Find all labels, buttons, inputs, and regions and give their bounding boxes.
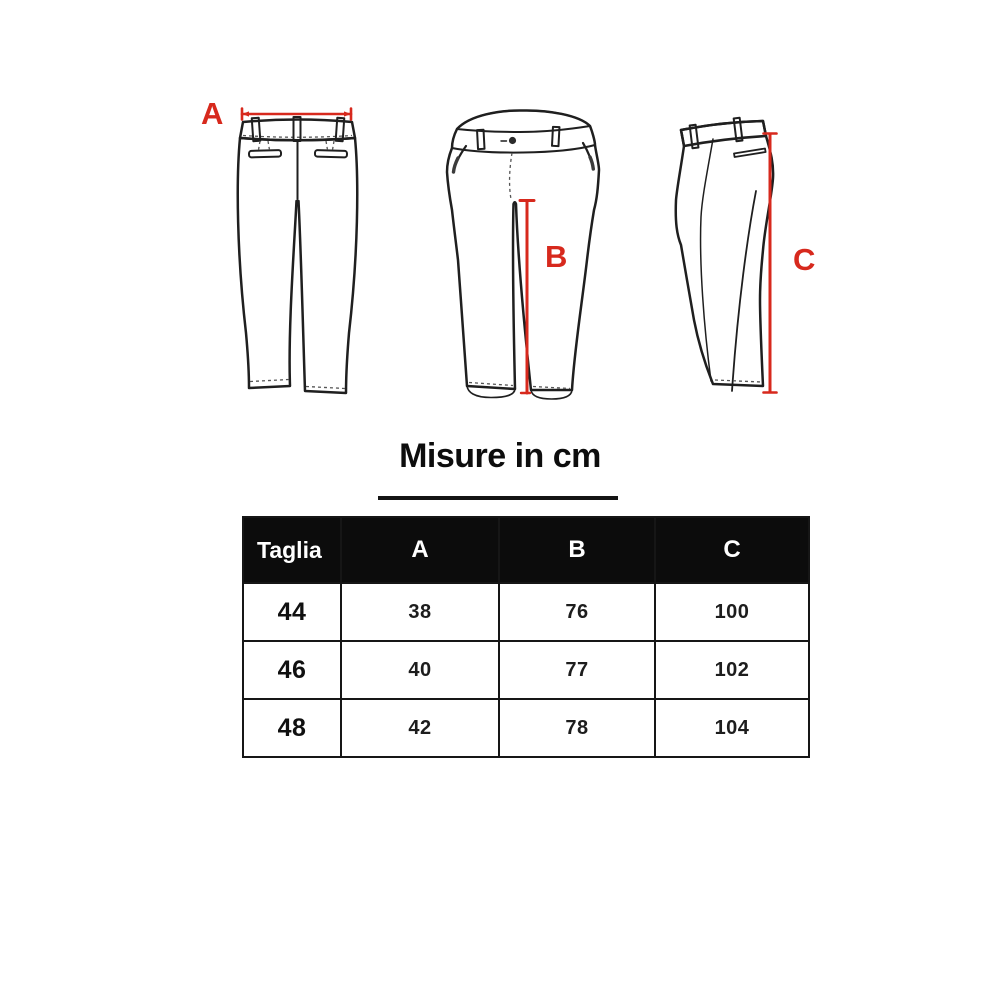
pants-back-view-drawing	[198, 95, 378, 407]
waist-button	[509, 137, 516, 144]
size-chart-title: Misure in cm	[399, 437, 601, 475]
table-row-size-48	[243, 699, 809, 757]
hem-stitch-right	[306, 387, 345, 389]
table-row-size-46	[243, 641, 809, 699]
front-waistband	[452, 137, 595, 153]
cell-c: 100	[655, 583, 809, 641]
cell-b: 76	[499, 583, 655, 641]
measure-line-c	[764, 134, 777, 393]
hem-stitch-left	[250, 380, 289, 382]
header-cell-a: A	[341, 517, 499, 583]
cell-a: 42	[341, 699, 499, 757]
fly-stitch	[510, 153, 512, 199]
cell-taglia: 48	[243, 699, 341, 757]
side-belt-loops	[690, 118, 743, 149]
pants-side-body	[676, 121, 773, 391]
cell-c: 102	[655, 641, 809, 699]
cell-taglia: 44	[243, 583, 341, 641]
side-inseam-line	[732, 191, 756, 391]
measure-label-c: C	[793, 242, 816, 277]
cell-a: 38	[341, 583, 499, 641]
header-cell-b: B	[499, 517, 655, 583]
cell-a: 40	[341, 641, 499, 699]
cell-taglia: 46	[243, 641, 341, 699]
measure-label-b: B	[545, 239, 568, 274]
pants-back-body	[238, 138, 357, 393]
header-cell-taglia: Taglia	[243, 517, 341, 583]
size-table	[242, 516, 810, 758]
front-pockets	[453, 143, 594, 172]
measure-label-a: A	[201, 96, 224, 131]
waistband-interior	[457, 110, 590, 132]
size-table-header-row	[243, 517, 809, 583]
cell-c: 104	[655, 699, 809, 757]
side-hem-stitch	[715, 380, 761, 382]
side-crease-line	[701, 139, 713, 381]
title-underline	[378, 496, 618, 500]
table-row-size-44	[243, 583, 809, 641]
cell-b: 77	[499, 641, 655, 699]
pants-front-view-drawing	[440, 103, 610, 408]
cell-b: 78	[499, 699, 655, 757]
header-cell-c: C	[655, 517, 809, 583]
front-hems	[467, 383, 572, 400]
side-back-pocket	[734, 149, 766, 158]
